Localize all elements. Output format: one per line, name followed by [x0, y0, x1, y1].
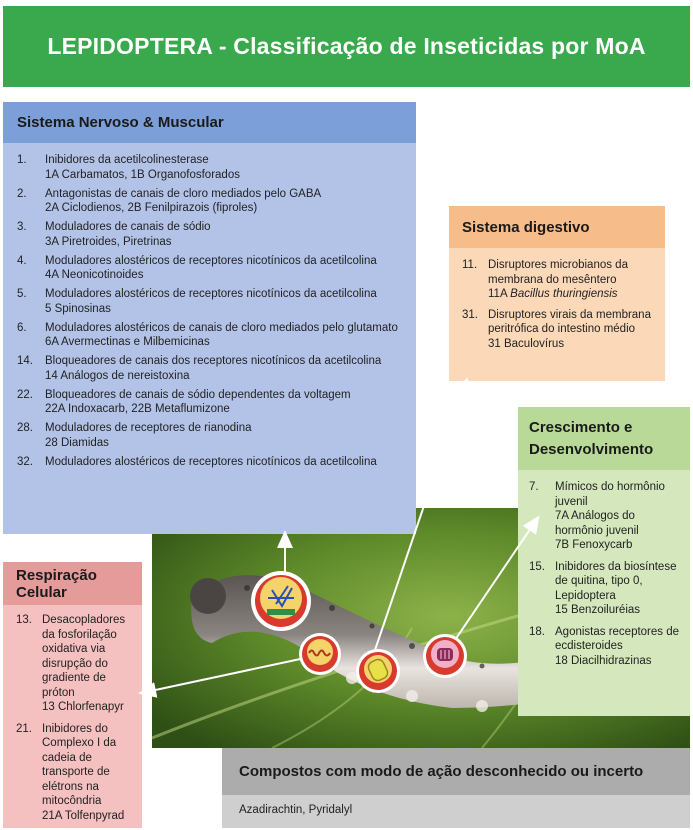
item-description: Moduladores de receptores de rianodina	[45, 422, 252, 434]
item-number: 18.	[529, 625, 545, 638]
item-number: 1.	[17, 154, 27, 166]
item-number: 11.	[462, 259, 478, 271]
item-description: Antagonistas de canais de cloro mediados pelo GABA	[45, 187, 322, 200]
page-title: LEPIDOPTERA - Classificação de Inseticidas por MoA	[3, 6, 690, 87]
item-description: Mímicos do hormônio juvenil	[555, 481, 665, 508]
item-number: 15.	[529, 560, 545, 573]
item-groups: 1A Carbamatos, 1B Organofosforados	[45, 168, 240, 181]
item-groups: 5 Spinosinas	[45, 302, 111, 315]
unknown-moa-heading: Compostos com modo de ação desconhecido ou incerto	[222, 748, 690, 795]
item-groups: 11A	[488, 288, 511, 300]
item-description: Disruptores microbianos da membrana do mesêntero	[488, 259, 628, 286]
arrow-to-digestive	[375, 385, 465, 650]
item-description: Moduladores alostéricos de receptores nicotínicos da acetilcolina	[45, 288, 377, 300]
muscle-fiber-icon	[299, 633, 341, 675]
item-species: Bacillus thuringiensis	[510, 288, 618, 300]
item-description: Inibidores da acetilcolinesterase	[45, 154, 209, 166]
item-description: Desacopladores da fosforilação oxidativa via disrupção do gradiente de próton	[42, 614, 126, 699]
item-groups: 4A Neonicotinoides	[45, 269, 144, 281]
item-groups: 7A Análogos do hormônio juvenil	[555, 510, 639, 537]
item-description: Inibidores do Complexo I da cadeia de transporte de elétrons na mitocôndria	[42, 722, 117, 807]
nervous-system-heading: Sistema Nervoso & Muscular	[3, 102, 416, 143]
item-description: Moduladores de canais de sódio	[45, 221, 211, 233]
arrow-to-respiration	[146, 658, 305, 692]
item-groups: 6A Avermectinas e Milbemicinas	[45, 336, 210, 348]
unknown-moa-compounds: Azadirachtin, Pyridalyl	[239, 804, 353, 816]
item-number: 7.	[529, 481, 539, 493]
item-number: 6.	[17, 321, 27, 334]
item-number: 14.	[17, 355, 33, 367]
item-number: 13.	[16, 614, 32, 626]
nerve-cell-icon	[251, 571, 311, 631]
item-number: 4.	[17, 254, 27, 267]
item-groups: 15 Benzoiluréias	[555, 604, 641, 616]
item-description: Inibidores da biosíntese de quitina, tipo 0, Lepidoptera	[555, 560, 677, 602]
item-number: 3.	[17, 221, 27, 233]
item-description: Moduladores alostéricos de canais de cloro mediados pelo glutamato	[45, 321, 398, 334]
item-number: 21.	[16, 722, 32, 735]
item-number: 2.	[17, 187, 27, 200]
item-description: Bloqueadores de canais dos receptores nicotínicos da acetilcolina	[45, 355, 382, 367]
cellular-respiration-heading: Respiração Celular	[3, 562, 142, 605]
item-groups: 21A Tolfenpyrad	[42, 809, 125, 822]
item-groups: 14 Análogos de nereistoxina	[45, 369, 190, 382]
item-groups: 18 Diacilhidrazinas	[555, 654, 652, 667]
item-groups: 2A Ciclodienos, 2B Fenilpirazois (fiproles)	[45, 202, 258, 214]
mitochondria-icon	[423, 634, 467, 678]
gut-icon	[356, 649, 400, 693]
item-description: Moduladores alostéricos de receptores nicotínicos da acetilcolina	[45, 254, 377, 267]
item-description: Disruptores virais da membrana peritrófica do intestino médio	[488, 308, 651, 335]
item-number: 22.	[17, 388, 33, 401]
digestive-system-heading: Sistema digestivo	[449, 206, 665, 248]
item-groups: 7B Fenoxycarb	[555, 539, 633, 551]
item-description: Agonistas receptores de ecdisteroides	[555, 625, 680, 652]
item-number: 31.	[462, 308, 478, 321]
item-groups: 31 Baculovírus	[488, 337, 565, 350]
item-number: 32.	[17, 455, 33, 468]
item-groups: 3A Piretroides, Piretrinas	[45, 235, 172, 248]
item-description: Moduladores alostéricos de receptores nicotínicos da acetilcolina	[45, 455, 377, 468]
growth-heading-line2: Desenvolvimento	[529, 440, 654, 458]
arrow-to-growth	[455, 522, 535, 640]
item-number: 5.	[17, 288, 27, 300]
item-groups: 22A Indoxacarb, 22B Metaflumizone	[45, 403, 230, 415]
item-groups: 13 Chlorfenapyr	[42, 701, 124, 713]
item-number: 28.	[17, 422, 33, 434]
growth-heading-line1: Crescimento e	[529, 418, 633, 436]
item-groups: 28 Diamidas	[45, 436, 109, 449]
item-description: Bloqueadores de canais de sódio dependentes da voltagem	[45, 388, 351, 401]
